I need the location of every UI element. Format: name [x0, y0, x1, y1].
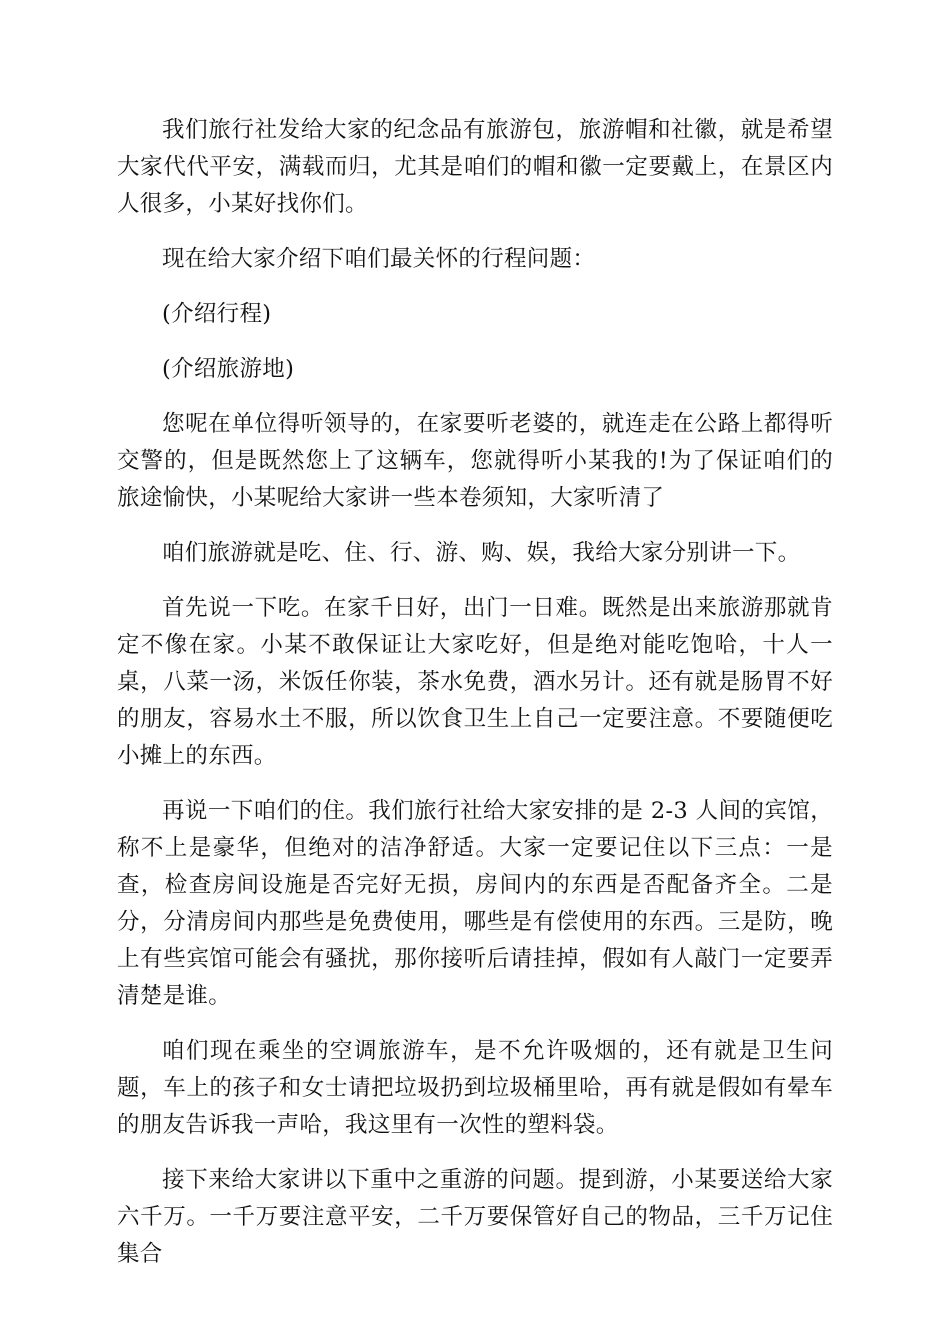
- paragraph-itinerary-intro: 现在给大家介绍下咱们最关怀的行程问题：: [162, 246, 596, 272]
- paragraph-bus-rules: 咱们现在乘坐的空调旅游车，是不允许吸烟的，还有就是卫生问题，车上的孩子和女士请把垃圾扔到垃圾桶里哈，再有就是假如有晕车的朋友告诉我一声哈，我这里有一次性的塑料袋。: [117, 1038, 833, 1138]
- paragraph-listen-to-guide: 您呢在单位得听领导的，在家要听老婆的，就连走在公路上都得听交警的，但是既然您上了这辆车，您就得听小某我的!为了保证咱们的旅途愉快，小某呢给大家讲一些本卷须知，大家听清了: [117, 411, 833, 511]
- paragraph-destination-note: (介绍旅游地): [162, 356, 295, 382]
- paragraph-eating: 首先说一下吃。在家千日好，出门一日难。既然是出来旅游那就肯定不像在家。小某不敢保证让大家吃好，但是绝对能吃饱哈，十人一桌，八菜一汤，米饭任你装，茶水免费，酒水另计。还有就是肠胃不好的朋友，容易水土不服，所以饮食卫生上自己一定要注意。不要随便吃小摊上的东西。: [117, 595, 833, 769]
- paragraph-souvenirs: 我们旅行社发给大家的纪念品有旅游包，旅游帽和社徽，就是希望大家代代平安，满载而归，尤其是咱们的帽和徽一定要戴上，在景区内人很多，小某好找你们。: [117, 117, 833, 217]
- document-body: [117, 112, 833, 1291]
- paragraph-itinerary-note: (介绍行程): [162, 301, 272, 327]
- paragraph-lodging: 再说一下咱们的住。我们旅行社给大家安排的是 2-3 人间的宾馆，称不上是豪华，但绝对的洁净舒适。大家一定要记住以下三点：一是查，检查房间设施是否完好无损，房间内的东西是否配备齐全。二是分，分清房间内那些是免费使用，哪些是有偿使用的东西。三是防，晚上有些宾馆可能会有骚扰，那你接听后请挂掉，假如有人敲门一定要弄清楚是谁。: [117, 798, 833, 1009]
- paragraph-six-elements: 咱们旅游就是吃、住、行、游、购、娱，我给大家分别讲一下。: [162, 540, 801, 566]
- paragraph-touring: 接下来给大家讲以下重中之重游的问题。提到游，小某要送给大家六千万。一千万要注意平安，二千万要保管好自己的物品，三千万记住集合: [117, 1167, 833, 1267]
